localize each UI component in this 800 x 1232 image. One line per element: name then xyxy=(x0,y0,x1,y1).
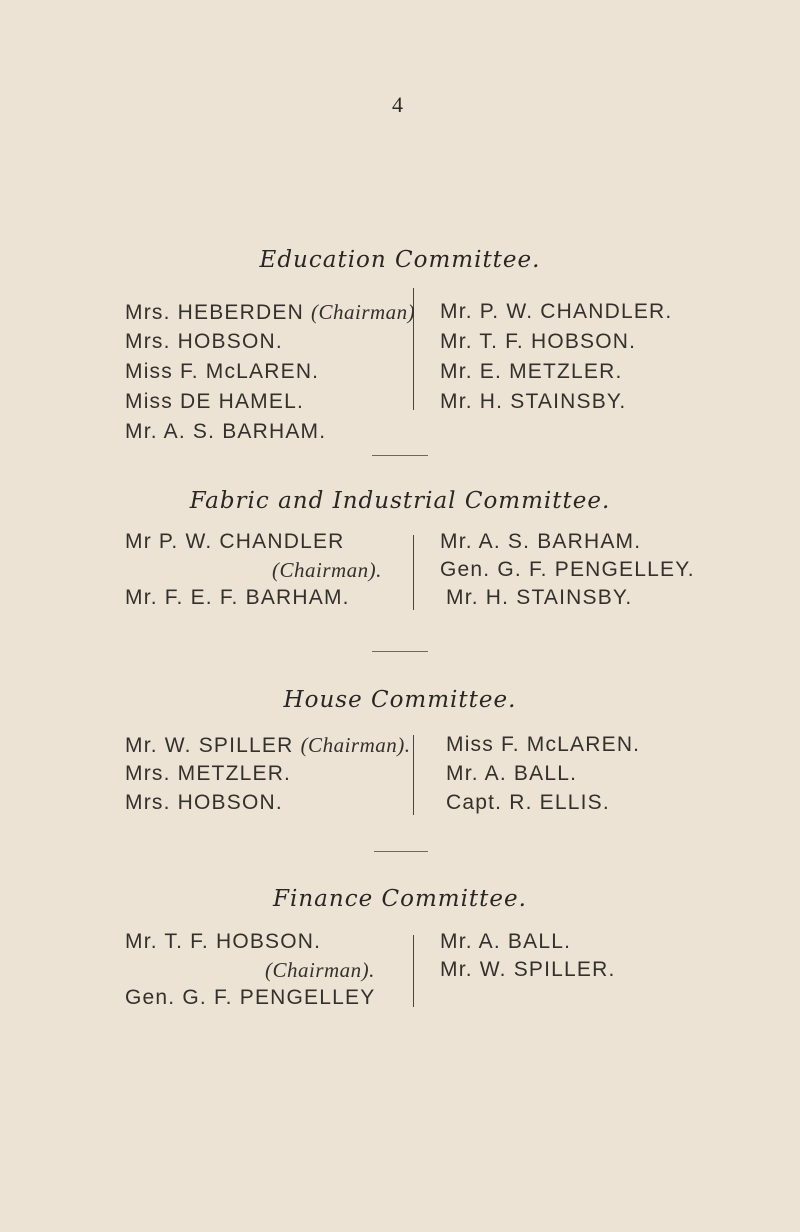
fabric-member: Mr. H. STAINSBY. xyxy=(446,586,633,609)
page-number: 4 xyxy=(392,92,403,117)
house-member: Miss F. McLAREN. xyxy=(446,733,641,756)
finance-member: Mr. T. F. HOBSON. xyxy=(125,930,322,953)
education-member: Mr. T. F. HOBSON. xyxy=(440,330,637,353)
column-divider xyxy=(413,935,414,1007)
finance-member: Gen. G. F. PENGELLEY xyxy=(125,986,376,1009)
section-separator xyxy=(372,651,428,652)
fabric-member: Mr. F. E. F. BARHAM. xyxy=(125,586,350,609)
chairman-note: (Chairman) xyxy=(311,300,416,324)
house-member: Capt. R. ELLIS. xyxy=(446,791,610,814)
education-member: Mrs. HEBERDEN (Chairman) xyxy=(125,300,416,324)
education-member: Mr. A. S. BARHAM. xyxy=(125,420,327,443)
fabric-member: Mr. A. S. BARHAM. xyxy=(440,530,642,553)
house-member: Mrs. METZLER. xyxy=(125,762,292,785)
finance-member: Mr. W. SPILLER. xyxy=(440,958,616,981)
house-member: Mr. A. BALL. xyxy=(446,762,578,785)
education-member: Miss F. McLAREN. xyxy=(125,360,320,383)
education-member: Mr. H. STAINSBY. xyxy=(440,390,627,413)
finance-committee-title: Finance Committee. xyxy=(273,886,527,912)
education-member: Miss DE HAMEL. xyxy=(125,390,304,413)
house-member: Mrs. HOBSON. xyxy=(125,791,283,814)
education-committee-title: Education Committee. xyxy=(259,247,541,273)
finance-member: Mr. A. BALL. xyxy=(440,930,572,953)
fabric-member: Mr P. W. CHANDLER xyxy=(125,530,345,553)
fabric-member: Gen. G. F. PENGELLEY. xyxy=(440,558,695,581)
education-member: Mr. E. METZLER. xyxy=(440,360,623,383)
education-member: Mrs. HOBSON. xyxy=(125,330,283,353)
fabric-committee-title: Fabric and Industrial Committee. xyxy=(189,488,611,514)
section-separator xyxy=(372,455,428,456)
chairman-note: (Chairman). xyxy=(300,733,411,757)
column-divider xyxy=(413,535,414,610)
house-member: Mr. W. SPILLER (Chairman). xyxy=(125,733,411,757)
house-committee-title: House Committee. xyxy=(283,687,517,713)
chairman-note: (Chairman). xyxy=(265,958,375,982)
education-member: Mr. P. W. CHANDLER. xyxy=(440,300,673,323)
section-separator xyxy=(374,851,428,852)
column-divider xyxy=(413,735,414,815)
chairman-note: (Chairman). xyxy=(272,558,382,582)
